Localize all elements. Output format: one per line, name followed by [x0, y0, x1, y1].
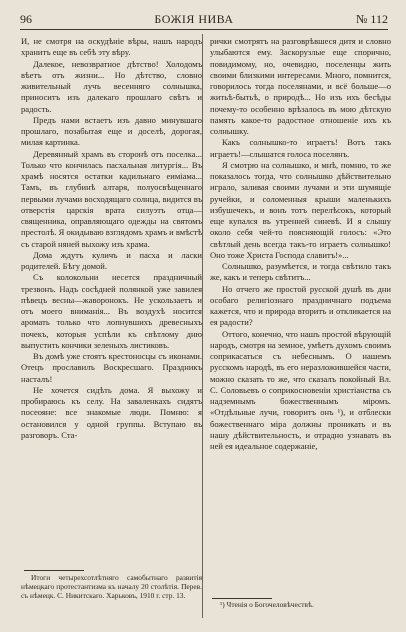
page-header: [20, 10, 388, 28]
paragraph: Какъ солнышко-то играетъ! Вотъ такъ играетъ!—слышатся голоса поселянъ.: [210, 137, 391, 159]
footnote-rule: [212, 598, 272, 599]
paragraph: И, не смотря на оскудѣніе вѣры, нашъ народъ хранитъ еще въ себѣ эту вѣру.: [21, 36, 202, 58]
paragraph: рички смотрятъ на разговрѣвшеся дитя и словно улыбаются ему. Заскорузлые еще спорично, повидимому, но, очевидно, поселенцы жить своими близкими интересами. Много, помнится, говорилось тогда поселянами, и всё больше—о житьѣ-бытьѣ, о природѣ... Но изъ ихъ бесѣды почему-то особенно врѣзалось въ мою дѣтскую память какое-то радостное отношеніе ихъ къ солнышку.: [210, 36, 391, 136]
paragraph: Въ домѣ уже стоятъ крестоносцы съ иконами. Отецъ прославилъ Воскресшаго. Праздникъ насталъ!: [21, 351, 202, 384]
right-column: [210, 36, 391, 452]
footnote-rule: [24, 570, 84, 571]
paragraph: Не хочется сидѣть дома. Я выхожу и пробираюсь къ селу. На заваленкахъ сидятъ посеояне: все знакомые люди. Помню: я остановился у одной группы. Вступаю въ разговоръ. Ста-: [21, 384, 202, 440]
right-footnote: ¹) Чтенія о Богочеловѣчествѣ.: [220, 600, 314, 609]
issue-number: № 112: [355, 11, 388, 26]
paragraph: Дома ждутъ куличъ и пасха и ласки родителей. Бѣгу домой.: [21, 249, 202, 271]
paragraph: Съ колокольни несется праздничный трезвонъ. Надъ сосѣдней полянкой уже завилея пѣвецъ весны—жаворонокъ. Не ускользаетъ и отъ моего вниманія... Въ воздухѣ носится аромать только что лопнувшихъ древесныхъ почекъ, которыя успѣли къ свѣтлому дню выпустить кончики зеленыхъ листиковъ.: [21, 272, 202, 350]
paragraph: Но отчего же простой русской душѣ въ дни особаго религіознаго праздничнаго подъема кажется, что и природа вторитъ и откликается на ея радости?: [210, 283, 391, 328]
paragraph: Предъ нами встаетъ изъ давно минувшаго прошлаго, позабытая еще и доселѣ, дорогая, милая картинка.: [21, 114, 202, 148]
left-column: [21, 36, 202, 441]
paragraph: Солнышко, разумѣется, и тогда свѣтило такъ же, какъ и теперь свѣтитъ...: [210, 261, 391, 283]
footnote-text: Итоги четырехсотлѣтняго самобытнаго развитія нѣмецкаго протестантизма къ началу 20 столѣтія. Перев. съ нѣмецк. С. Никитскаго. Харьковъ, 1910 г. стр. 13.: [21, 573, 202, 601]
column-divider: [202, 34, 203, 618]
header-rule: [20, 29, 388, 30]
paragraph: Далекое, невозвратное дѣтство! Холодомъ вѣетъ отъ жизни... Но дѣтство, словно живительный лучъ весенняго солнышка, приноситъ изъ далекаго прошлаго свѣтъ и радость.: [21, 58, 202, 114]
paragraph: Оттого, конечно, что нашъ простой вѣрующій народъ, смотря на земное, умѣетъ духомъ своимъ соприкасаться съ небеснымъ. О нашемъ русскомъ народѣ, въ его неразложившейся части, можно сказать то же, что сказалъ покойный Вл. С. Соловьевъ о соприкосновеніи христіанства съ надземнымъ божественнымъ міромъ. «Отдѣльные лучи, говоритъ онъ ¹), и отблески божественнаго міра должны проникать и въ нашу дѣйствительность, и отрадно узнавать въ ней ея идеальное содержаніе,: [210, 328, 391, 451]
paragraph: Деревянный храмъ въ сторонѣ отъ поселка... Только что кончилась пасхальная литургія... Въ храмѣ носятся остатки кадильнаго еиміама... Тамъ, въ глубинѣ алтаря, полуосвѣщеннаго первыми лучами восходящаго солнца, видится въ отверстія царскія врата силуэтъ отца—священника, оправляющаго одежды на святомъ престолѣ. Я окидываю взглядомъ храмъ и вмѣстѣ съ старой няней выхожу изъ храма.: [21, 148, 203, 249]
journal-title: БОЖІЯ НИВА: [154, 11, 234, 26]
left-footnote: [21, 573, 202, 601]
paragraph: Я смотрю на солнышко, и мнѣ, помню, то же показалось тогда, что солнышко дѣйствительно играло, заливая своими лучами и эти шумящіе ручейки, и соломенныя крыши маленькихъ избушечекъ, и вонъ тотъ перелѣсокъ, который еще купался въ утренней синевѣ. И я слышу около себя чей-то поясняющій голосъ: «Это свѣтлый день всегда такъ-то играетъ солнышко! Оно тоже Христа Господа славитъ!»...: [210, 159, 391, 260]
page-number: 96: [20, 11, 32, 26]
